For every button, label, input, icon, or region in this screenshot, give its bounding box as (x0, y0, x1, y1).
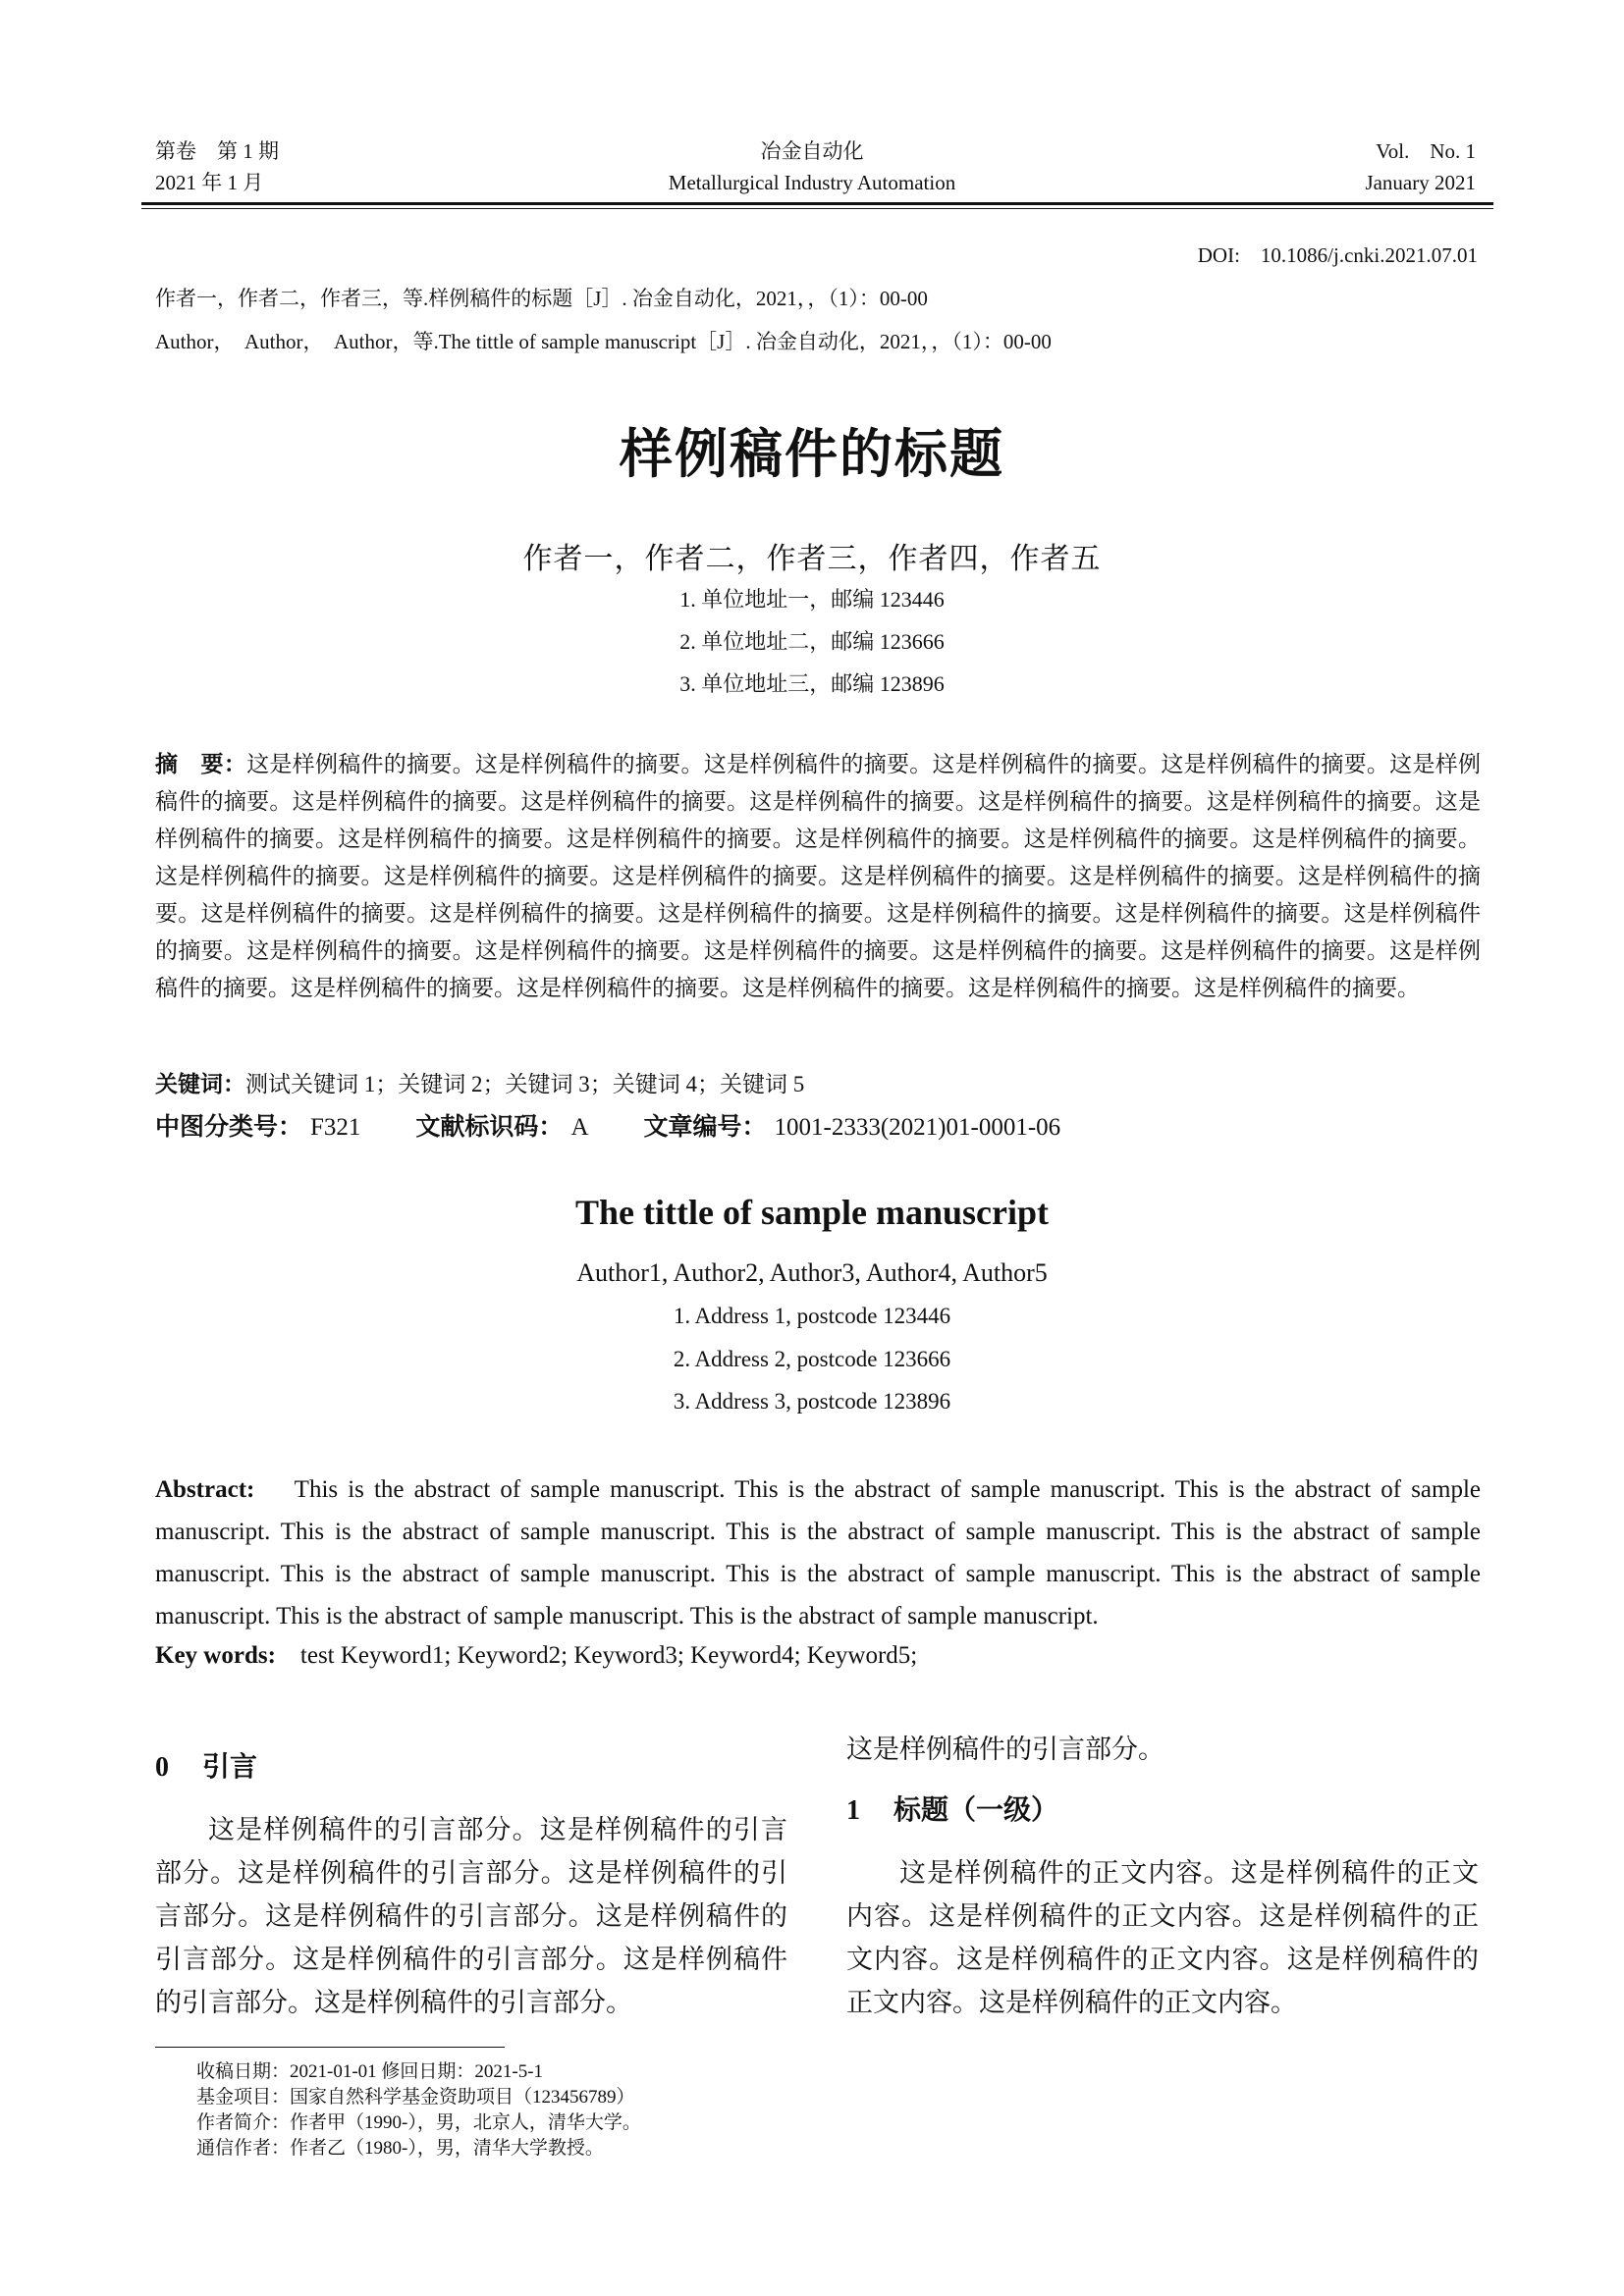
authors-en: Author1, Author2, Author3, Author4, Author5 (576, 1258, 1048, 1287)
keywords-en-text: test Keyword1; Keyword2; Keyword3; Keyword4; Keyword5; (299, 1642, 918, 1669)
doc-code-value: A (570, 1114, 589, 1141)
issue-line: 第卷 第 1 期 (155, 139, 279, 163)
abstract-en-text: This is the abstract of sample manuscript. This is the abstract of sample manuscript. This is the abstract of sample manuscript. This is the abstract of sample manuscript. This is the abstract of sample manuscript. This is the abstract of sample manuscript. This is the abstract of sample manuscript. This is the abstract of sample manuscript. This is the abstract of sample manuscript. This is the abstract of sample manuscript. This is the abstract of sample manuscript. (155, 1476, 1482, 1629)
clc-label: 中图分类号： (155, 1112, 303, 1141)
doi-line: DOI: 10.1086/j.cnki.2021.07.01 (1197, 243, 1478, 267)
journal-name-cn: 冶金自动化 (760, 139, 864, 163)
volume-line: Vol. No. 1 (1376, 139, 1476, 163)
keywords-cn (155, 1066, 804, 1098)
address-en-1: 1. Address 1, postcode 123446 (673, 1304, 951, 1328)
running-header-left (155, 135, 279, 198)
section-0-paragraph: 这是样例稿件的引言部分。这是样例稿件的引言部分。这是样例稿件的引言部分。这是样例稿件的引言部分。这是样例稿件的引言部分。这是样例稿件的引言部分。这是样例稿件的引言部分。这是样例稿件的引言部分。这是样例稿件的引言部分。 (155, 1815, 787, 2017)
doc-code-label: 文献标识码： (415, 1112, 564, 1141)
clc-value: F321 (310, 1114, 361, 1141)
section-0-number: 0 (155, 1752, 169, 1783)
classification-line (155, 1107, 1060, 1143)
month-line: January 2021 (1365, 171, 1476, 194)
keywords-en (155, 1642, 917, 1670)
article-no-label: 文章编号： (643, 1112, 767, 1141)
footnote-received-date: 收稿日期：2021-01-01 修回日期：2021-5-1 (196, 2061, 544, 2082)
section-0-heading (155, 1745, 257, 1785)
address-en-2: 2. Address 2, postcode 123666 (673, 1347, 951, 1371)
address-cn-1: 1. 单位地址一，邮编 123446 (679, 587, 945, 612)
keywords-en-label: Key words: (155, 1642, 276, 1669)
citation-cn: 作者一，作者二，作者三，等.样例稿件的标题［J］. 冶金自动化，2021，，（1）：00-00 (155, 287, 928, 310)
footnote-corresponding-author: 通信作者：作者乙（1980-），男，清华大学教授。 (196, 2138, 604, 2159)
header-rule-thin (141, 208, 1493, 209)
section-0-paragraph-continued: 这是样例稿件的引言部分。 (846, 1735, 1164, 1764)
citation-en: Author， Author， Author，等.The tittle of sample manuscript［J］. 冶金自动化，2021，，（1）：00-00 (155, 330, 1052, 353)
section-0-title: 引言 (202, 1750, 258, 1783)
address-en-3: 3. Address 3, postcode 123896 (673, 1389, 951, 1414)
abstract-cn-text: 这是样例稿件的摘要。这是样例稿件的摘要。这是样例稿件的摘要。这是样例稿件的摘要。这是样例稿件的摘要。这是样例稿件的摘要。这是样例稿件的摘要。这是样例稿件的摘要。这是样例稿件的摘要。这是样例稿件的摘要。这是样例稿件的摘要。这是样例稿件的摘要。这是样例稿件的摘要。这是样例稿件的摘要。这是样例稿件的摘要。这是样例稿件的摘要。这是样例稿件的摘要。这是样例稿件的摘要。这是样例稿件的摘要。这是样例稿件的摘要。这是样例稿件的摘要。这是样例稿件的摘要。这是样例稿件的摘要。这是样例稿件的摘要。这是样例稿件的摘要。这是样例稿件的摘要。这是样例稿件的摘要。这是样例稿件的摘要。这是样例稿件的摘要。这是样例稿件的摘要。这是样例稿件的摘要。这是样例稿件的摘要。这是样例稿件的摘要。这是样例稿件的摘要。这是样例稿件的摘要。这是样例稿件的摘要。这是样例稿件的摘要。这是样例稿件的摘要。这是样例稿件的摘要。这是样例稿件的摘要。 (155, 752, 1482, 1000)
footnote-author-bio: 作者简介：作者甲（1990-），男，北京人，清华大学。 (196, 2112, 641, 2133)
abstract-en (155, 1468, 1481, 1637)
journal-name-en: Metallurgical Industry Automation (668, 171, 956, 194)
date-line: 2021 年 1 月 (155, 171, 264, 194)
section-1-heading (846, 1789, 1058, 1828)
article-no-value: 1001-2333(2021)01-0001-06 (774, 1114, 1061, 1141)
address-cn-2: 2. 单位地址二，邮编 123666 (679, 629, 945, 654)
abstract-cn-label: 摘 要： (155, 752, 247, 777)
keywords-cn-label: 关键词： (155, 1072, 245, 1097)
section-1-number: 1 (846, 1795, 860, 1826)
footnote-funding: 基金项目：国家自然科学基金资助项目（123456789） (196, 2087, 635, 2108)
paper-title-cn: 样例稿件的标题 (620, 423, 1004, 485)
abstract-cn (155, 746, 1481, 1007)
footnote-rule (155, 2047, 505, 2048)
address-cn-3: 3. 单位地址三，邮编 123896 (679, 671, 945, 696)
paper-title-en: The tittle of sample manuscript (575, 1193, 1049, 1232)
running-header-center (517, 135, 1107, 198)
header-rule-thick (141, 202, 1493, 205)
running-header-right (1365, 135, 1476, 198)
keywords-cn-text: 测试关键词 1；关键词 2；关键词 3；关键词 4；关键词 5 (245, 1072, 805, 1096)
section-1-title: 标题（一级） (893, 1793, 1059, 1826)
abstract-en-label: Abstract: (155, 1476, 255, 1503)
authors-cn: 作者一，作者二，作者三，作者四，作者五 (522, 543, 1102, 575)
section-1-paragraph: 这是样例稿件的正文内容。这是样例稿件的正文内容。这是样例稿件的正文内容。这是样例稿件的正文内容。这是样例稿件的正文内容。这是样例稿件的正文内容。这是样例稿件的正文内容。 (846, 1858, 1479, 2017)
